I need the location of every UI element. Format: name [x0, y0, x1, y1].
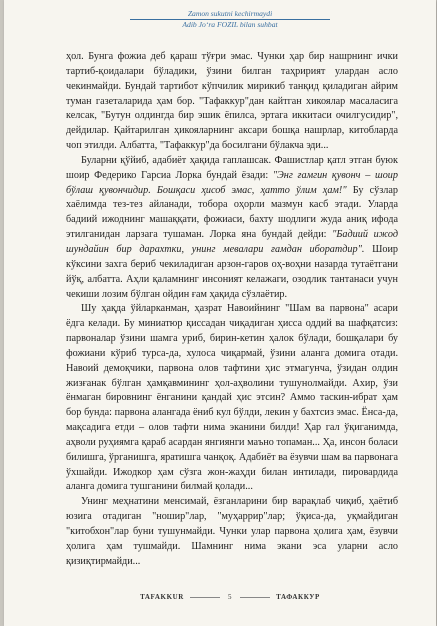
lorca-quote-2: "Бадиий ижод шундайин бир дарахтки, унинг мевалари ғамдан иборатдир".: [66, 229, 399, 255]
paragraph-2: [66, 154, 398, 302]
footer-divider-right: [240, 597, 270, 598]
paragraph-1: ҳол. Бунга фожиа деб қараш тўғри эмас. Чунки ҳар бир нашрнинг ички тартиб-қоидалари бўладики, ўзини билган таҳририят улардан асло чекинмайди. Бундай тартибот кўпчилик мирикиб танқид қиладиган айрим туман газеталарида ҳам бор. "Тафаккур"дан кайтган хикоялар масаласига келсак, "Бутун олдингда бир эшик ёпилса, эртага иккитаси очилгусидир", дейдилар. Қайтарилган ҳикояларнинг аксари бошқа нашрлар, китобларда чоп этилди. Албатта, "Тафаккур"да босилгани бўлакча эди...: [66, 51, 398, 152]
page-number: 5: [227, 593, 233, 601]
footer-divider-left: [190, 597, 220, 598]
header-subtitle: Adib Jo‘ra FOZIL bilan suhbat: [182, 20, 278, 29]
footer-journal-latin: TAFAKKUR: [140, 593, 184, 601]
footer-journal-cyrillic: ТАФАККУР: [276, 593, 320, 601]
paragraph-3: Шу ҳақда ўйларканман, ҳазрат Навоийнинг "Шам ва парвона" асари ёдга келади. Бу миниатюр қиссадан чиқадиган ҳисса оддий ва шафқатсиз: парвоналар ўзини шамга уриб, бирин-кетин ҳалок бўлади, бошқалари бу фожиани кўриб турса-да, хулоса чиқармай, ўзини аланга домига отади. Навоий демоқчики, парвона олов тафтини ҳис этмагунча, ўзидан олдин жизғанак бўлган ҳамқавмининг ҳол-аҳволини тушунолмайди. Ахир, ўзи ёнмаган бировнинг ёнганини қандай ҳис этсин? Аммо таскин-ибрат ҳам бор бунда: парвона алангада ёниб кул бўлди, лекин у бахтсиз эмас. Ёнса-да, мақсадига етди – олов тафти нима эканини билди! Ҳар гал ўқиганимда, аҳволи руҳиямга қараб асардан янгиянги маъно топаман... Ҳа, инсон боласи билишга, ўрганишга, яратишга чанқоқ. Адабиёт ва ёзувчи шам ва парвонага ўхшайди. Ижодкор ҳам сўзга жон-жаҳди билан интилади, пировардида алангa домига тушганини билмай қолади...: [66, 303, 398, 493]
document-page: [4, 0, 436, 626]
paragraph-2-text-c: Шоир кўксини захга бериб чекиладиган арзон-гаров оҳ-воҳни назарда тутаётгани йўқ, албатта. Аҳли қаламнинг инсоният келажаги, озодлик тантанаси учун чекиши лозим бўлган ойдин ғам ҳақида сўзлаётир.: [66, 243, 398, 300]
lorca-quote-1: "Энг ғамгин қувонч – шоир бўлаш қувончидир. Бошқаси ҳисоб эмас, ҳатто ўлим ҳам!": [66, 169, 398, 196]
page-footer: [104, 593, 356, 601]
paragraph-2-text-b: Бу сўзлар хаёлимда тез-тез айланади, тоборa оҳорли мазмун касб этади. Уларда бадиий ижоднинг машаққати, фожиаси, бахту шодлиги жуда аниқ ифода этилганидан ларзага тушаман. Лорка яна бундай дейди:: [66, 184, 398, 241]
article-body: [66, 50, 398, 570]
header-title: Zamon sukutni kechirmaydi: [187, 9, 273, 18]
paragraph-4: Унинг меҳнатини менсимай, ёзганларини бир варақлаб чиқиб, ҳаётиб юзига отадиган "ношир"лар, "муҳаррир"лар; ўқиса-да, уқмайдиган "китобхон"лар буни тушунмайди. Чунки улар парвона ҳолига ҳам, ёзувчи ҳолига ҳам тушмайди. Шамнинг нима экани эса уларни асло қизиқтирмайди...: [66, 496, 398, 567]
paragraph-2-text-a: Буларни қўйиб, адабиёт ҳақида гаплашсак. Фашистлар қатл этган буюк шоир Федерико Гарсиа Лорка бундай ёзади:: [66, 154, 398, 181]
running-header: [124, 9, 336, 29]
